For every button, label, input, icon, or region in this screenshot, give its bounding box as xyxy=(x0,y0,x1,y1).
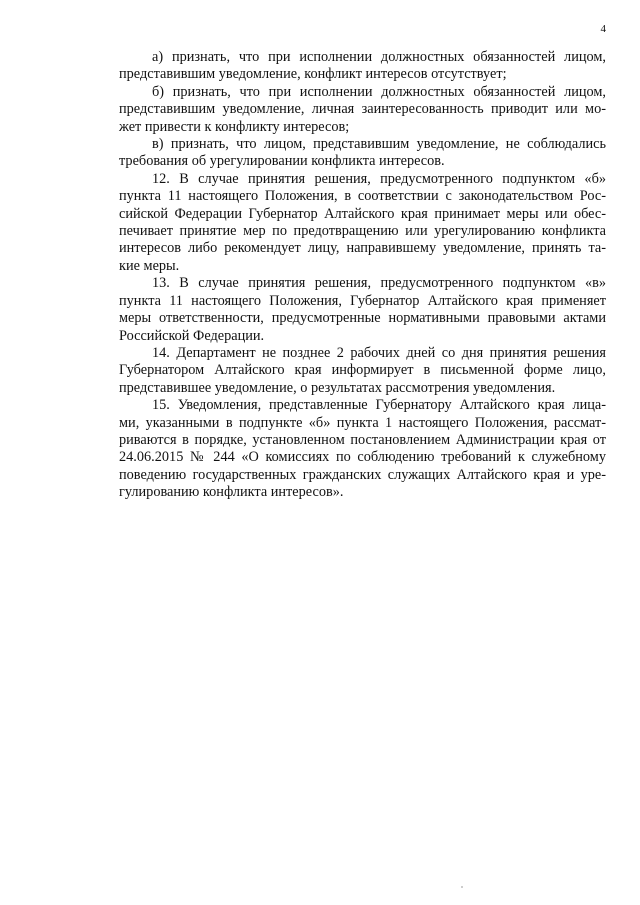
text-line: пункта 11 настоящего Положения, Губернатор Алтайского края применяет xyxy=(119,292,606,309)
text-line: в) признать, что лицом, представившим уведомление, не соблюдались xyxy=(152,136,606,153)
document-body xyxy=(86,49,606,502)
paragraph-15 xyxy=(86,397,606,501)
text-line: интересов либо рекомендует лицу, направившему уведомление, принять та- xyxy=(119,240,606,257)
text-line: печивает принятие мер по предотвращению или урегулированию конфликта xyxy=(119,223,606,240)
text-line: а) признать, что при исполнении должностных обязанностей лицом, xyxy=(152,49,606,65)
paragraph-b xyxy=(86,84,606,136)
text-line: Губернатором Алтайского края информирует в письменной форме лицо, xyxy=(119,362,606,379)
text-line: пункта 11 настоящего Положения, в соответствии с законодательством Рос- xyxy=(119,188,606,205)
text-line: кие меры. xyxy=(119,257,180,274)
paragraph-12 xyxy=(86,171,606,275)
text-line: 15. Уведомления, представленные Губернатору Алтайского края лица- xyxy=(152,397,606,414)
text-line: представившее уведомление, о результатах рассмотрения уведомления. xyxy=(119,379,556,396)
text-line: меры ответственности, предусмотренные нормативными правовыми актами xyxy=(119,310,606,327)
text-line: представившим уведомление, личная заинтересованность приводит или мо- xyxy=(119,101,606,118)
text-line: гулированию конфликта интересов». xyxy=(119,484,344,501)
paragraph-a xyxy=(86,49,606,84)
text-line: Российской Федерации. xyxy=(119,327,265,344)
scan-speck xyxy=(461,886,463,888)
paragraph-14 xyxy=(86,345,606,397)
text-line: ми, указанными в подпункте «б» пункта 1 настоящего Положения, рассмат- xyxy=(119,414,606,431)
text-line: представившим уведомление, конфликт интересов отсутствует; xyxy=(119,66,507,83)
text-line: жет привести к конфликту интересов; xyxy=(119,118,350,135)
text-line: 12. В случае принятия решения, предусмотренного подпунктом «б» xyxy=(152,170,606,187)
text-line: 13. В случае принятия решения, предусмотренного подпунктом «в» xyxy=(152,275,606,292)
text-line: сийской Федерации Губернатор Алтайского края принимает меры или обес- xyxy=(119,205,606,222)
text-line: б) признать, что при исполнении должностных обязанностей лицом, xyxy=(152,83,606,100)
text-line: поведению государственных гражданских служащих Алтайского края и уре- xyxy=(119,466,606,483)
paragraph-13 xyxy=(86,275,606,345)
text-line: требования об урегулировании конфликта интересов. xyxy=(119,153,445,170)
page-number: 4 xyxy=(600,23,606,35)
text-line: риваются в порядке, установленном постановлением Администрации края от xyxy=(119,431,606,448)
text-line: 14. Департамент не позднее 2 рабочих дней со дня принятия решения xyxy=(152,344,606,361)
paragraph-v xyxy=(86,136,606,171)
text-line: 24.06.2015 № 244 «О комиссиях по соблюдению требований к служебному xyxy=(119,449,606,466)
